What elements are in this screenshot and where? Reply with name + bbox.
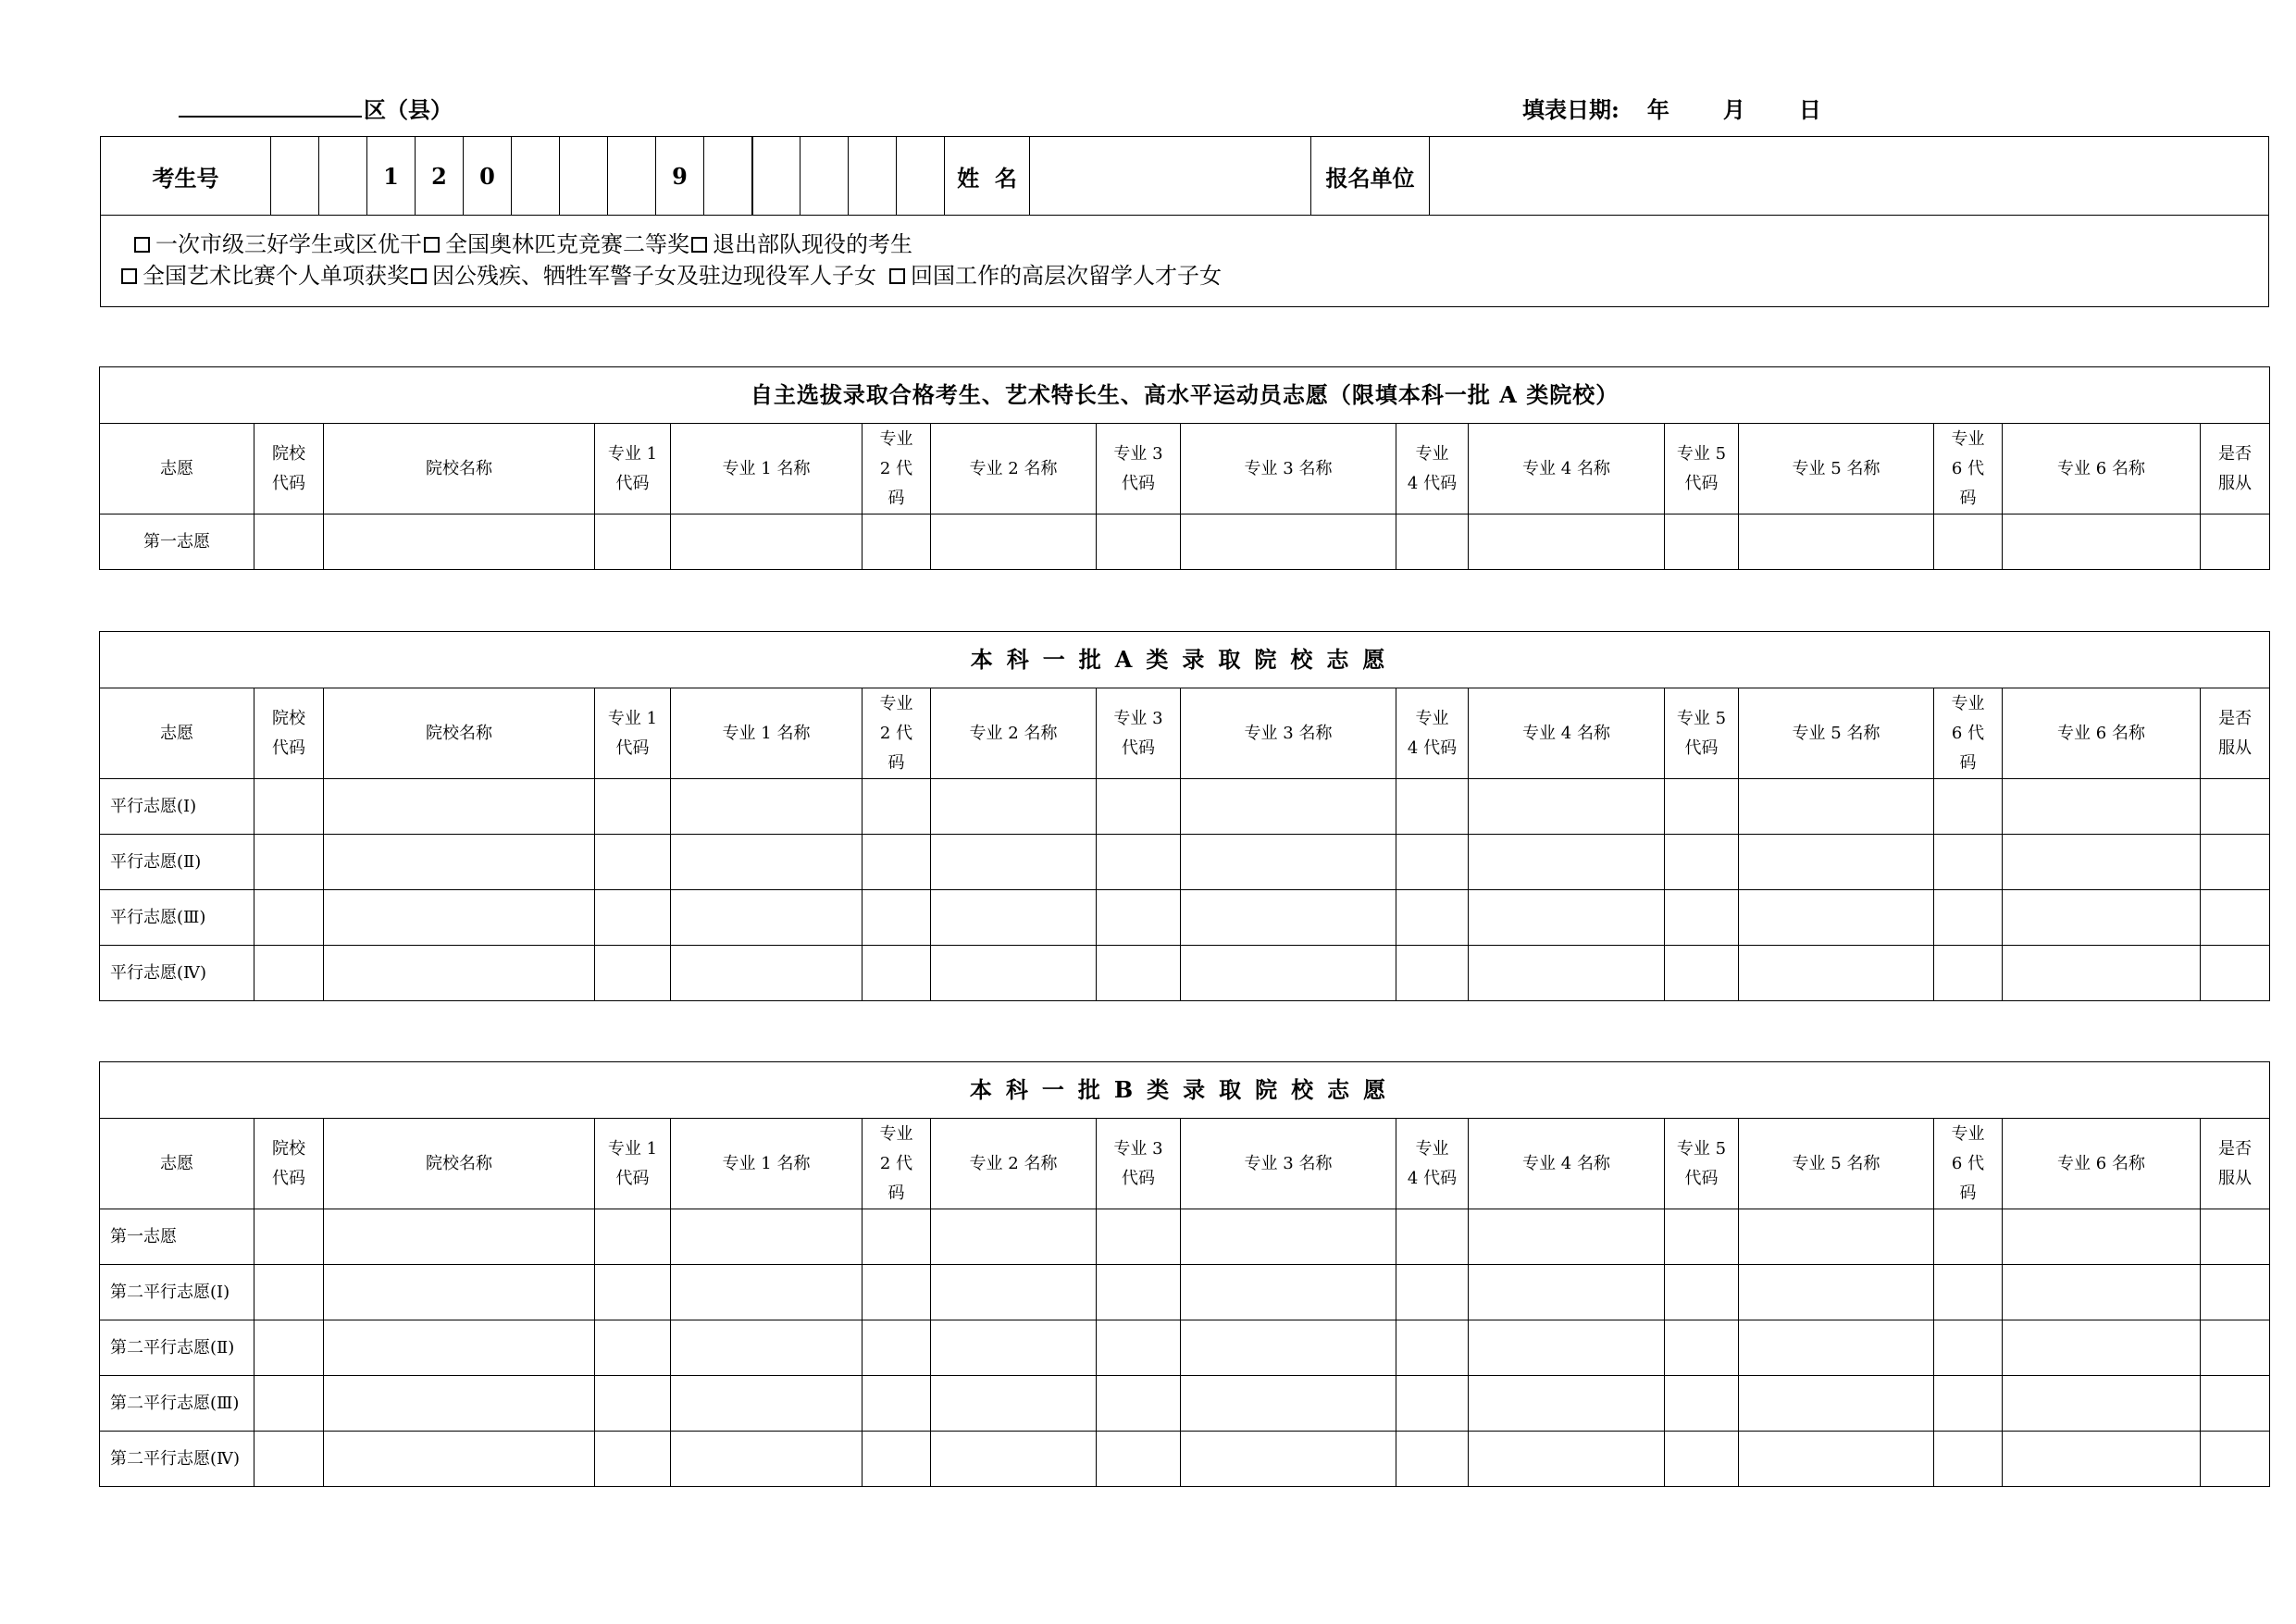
col-header-major5-name: 专业 5 名称 [1739,688,1934,779]
major3-name-cell[interactable] [1181,1209,1396,1265]
category-checkbox[interactable] [424,237,440,253]
col-header-major6-name: 专业 6 名称 [2003,688,2201,779]
school-name-cell[interactable] [324,1432,595,1487]
school-name-cell[interactable] [324,1265,595,1320]
major3-name-cell[interactable] [1181,1432,1396,1487]
col-header-school-name: 院校名称 [324,424,595,514]
major1-name-cell[interactable] [671,946,863,1001]
major1-code-cell[interactable] [595,890,671,946]
col-header-school-code: 院校 代码 [254,1119,324,1209]
id-digit-cell[interactable] [752,137,800,216]
major3-code-cell[interactable] [1097,1320,1181,1376]
major4-code-cell[interactable] [1396,1320,1469,1376]
col-header-major5-code: 专业 5 代码 [1665,688,1739,779]
table-row [100,1432,2270,1487]
accept-adjust-cell[interactable] [2201,1265,2270,1320]
category-checkbox[interactable] [411,268,427,284]
major4-name-cell[interactable] [1469,1320,1665,1376]
col-header-major2-code: 专业 2 代 码 [863,1119,931,1209]
col-header-accept-adjust: 是否 服从 [2201,1119,2270,1209]
id-digit-cell[interactable]: 0 [464,137,512,216]
major6-code-cell[interactable] [1934,1432,2003,1487]
col-header-school-code: 院校 代码 [254,688,324,779]
category-options [101,216,2269,307]
category-checkbox[interactable] [121,268,137,284]
major5-code-cell[interactable] [1665,1376,1739,1432]
major2-code-cell[interactable] [863,1376,931,1432]
major1-code-cell[interactable] [595,1320,671,1376]
independent-admission-table [99,366,2270,570]
table-row [100,946,2270,1001]
col-header-school-code: 院校 代码 [254,424,324,514]
major3-code-cell[interactable] [1097,1432,1181,1487]
major4-name-cell[interactable] [1469,514,1665,570]
major6-name-cell[interactable] [2003,1432,2201,1487]
date-month-label: 月 [1722,96,1745,123]
col-header-major1-name: 专业 1 名称 [671,1119,863,1209]
row-label: 平行志愿(Ⅳ) [100,946,254,1001]
col-header-major4-code: 专业 4 代码 [1396,688,1469,779]
major3-name-cell[interactable] [1181,1376,1396,1432]
major6-code-cell[interactable] [1934,946,2003,1001]
table-row [100,1209,2270,1265]
major1-code-cell[interactable] [595,1376,671,1432]
major3-name-cell[interactable] [1181,1320,1396,1376]
accept-adjust-cell[interactable] [2201,946,2270,1001]
col-header-school-name: 院校名称 [324,688,595,779]
major1-code-cell[interactable] [595,1209,671,1265]
col-header-major5-name: 专业 5 名称 [1739,424,1934,514]
candidate-id-label: 考生号 [101,137,271,216]
major6-name-cell[interactable] [2003,514,2201,570]
major1-code-cell[interactable] [595,779,671,835]
major6-name-cell[interactable] [2003,779,2201,835]
school-name-cell[interactable] [324,946,595,1001]
col-header-accept-adjust: 是否 服从 [2201,424,2270,514]
category-label: 一次市级三好学生或区优干 [155,231,422,257]
col-header-major6-code: 专业 6 代 码 [1934,688,2003,779]
table-title-row [100,632,2270,688]
major5-name-cell[interactable] [1739,779,1934,835]
major3-code-cell[interactable] [1097,890,1181,946]
candidate-id-row [101,137,2269,216]
major5-name-cell[interactable] [1739,1209,1934,1265]
col-header-major6-code: 专业 6 代 码 [1934,424,2003,514]
major3-name-cell[interactable] [1181,514,1396,570]
major4-name-cell[interactable] [1469,1432,1665,1487]
major4-code-cell[interactable] [1396,1376,1469,1432]
column-header-row [100,424,2270,514]
major4-code-cell[interactable] [1396,1432,1469,1487]
school-name-cell[interactable] [324,779,595,835]
col-header-major1-code: 专业 1 代码 [595,424,671,514]
id-digit-cell[interactable] [800,137,849,216]
name-label: 姓 名 [945,137,1030,216]
column-header-row [100,1119,2270,1209]
accept-adjust-cell[interactable] [2201,1209,2270,1265]
col-header-major1-name: 专业 1 名称 [671,688,863,779]
major4-code-cell[interactable] [1396,779,1469,835]
school-code-cell[interactable] [254,946,324,1001]
row-label: 平行志愿(Ⅲ) [100,890,254,946]
major4-code-cell[interactable] [1396,1209,1469,1265]
col-header-major1-code: 专业 1 代码 [595,688,671,779]
major5-name-cell[interactable] [1739,835,1934,890]
school-code-cell[interactable] [254,1432,324,1487]
major5-code-cell[interactable] [1665,835,1739,890]
category-label: 退出部队现役的考生 [713,231,912,257]
major5-name-cell[interactable] [1739,1432,1934,1487]
table-row [100,1376,2270,1432]
major5-name-cell[interactable] [1739,890,1934,946]
col-header-major3-code: 专业 3 代码 [1097,688,1181,779]
school-code-cell[interactable] [254,779,324,835]
col-header-major5-code: 专业 5 代码 [1665,424,1739,514]
major4-code-cell[interactable] [1396,890,1469,946]
major5-code-cell[interactable] [1665,946,1739,1001]
row-label: 第二平行志愿(Ⅰ) [100,1265,254,1320]
accept-adjust-cell[interactable] [2201,1432,2270,1487]
major1-code-cell[interactable] [595,1432,671,1487]
major2-name-cell[interactable] [931,514,1097,570]
district-field [179,92,453,124]
major5-code-cell[interactable] [1665,779,1739,835]
col-header-major2-name: 专业 2 名称 [931,688,1097,779]
major3-code-cell[interactable] [1097,835,1181,890]
major5-code-cell[interactable] [1665,1320,1739,1376]
major4-name-cell[interactable] [1469,835,1665,890]
major1-name-cell[interactable] [671,514,863,570]
major6-name-cell[interactable] [2003,1209,2201,1265]
school-code-cell[interactable] [254,835,324,890]
major2-name-cell[interactable] [931,1209,1097,1265]
table-row [100,779,2270,835]
col-header-major6-code: 专业 6 代 码 [1934,1119,2003,1209]
accept-adjust-cell[interactable] [2201,1320,2270,1376]
major3-name-cell[interactable] [1181,946,1396,1001]
col-header-major3-name: 专业 3 名称 [1181,688,1396,779]
col-header-choice: 志愿 [100,1119,254,1209]
major4-code-cell[interactable] [1396,514,1469,570]
major6-name-cell[interactable] [2003,890,2201,946]
major1-code-cell[interactable] [595,1265,671,1320]
id-digit-cell[interactable] [608,137,656,216]
category-label: 全国奥林匹克竞赛二等奖 [445,231,689,257]
school-name-cell[interactable] [324,514,595,570]
major6-code-cell[interactable] [1934,890,2003,946]
major1-code-cell[interactable] [595,514,671,570]
district-blank[interactable] [179,95,362,118]
major1-name-cell[interactable] [671,779,863,835]
major2-code-cell[interactable] [863,890,931,946]
table-title: 本科一批A类录取院校志愿 [100,632,2270,688]
id-digit-cell[interactable]: 2 [416,137,464,216]
major1-code-cell[interactable] [595,835,671,890]
major3-name-cell[interactable] [1181,779,1396,835]
major5-code-cell[interactable] [1665,890,1739,946]
id-digit-cell[interactable]: 9 [656,137,704,216]
id-digit-cell[interactable] [512,137,560,216]
table-row [100,1320,2270,1376]
category-checkbox[interactable] [134,237,150,253]
id-digit-cell[interactable]: 1 [367,137,416,216]
major6-name-cell[interactable] [2003,1265,2201,1320]
major1-name-cell[interactable] [671,1376,863,1432]
major3-name-cell[interactable] [1181,1265,1396,1320]
major2-code-cell[interactable] [863,779,931,835]
major2-code-cell[interactable] [863,946,931,1001]
id-digit-cell[interactable] [319,137,367,216]
major1-code-cell[interactable] [595,946,671,1001]
col-header-major4-code: 专业 4 代码 [1396,1119,1469,1209]
major4-name-cell[interactable] [1469,1265,1665,1320]
col-header-major1-name: 专业 1 名称 [671,424,863,514]
fill-date [1522,92,1821,124]
table-title-row [100,1062,2270,1119]
major6-code-cell[interactable] [1934,779,2003,835]
major5-code-cell[interactable] [1665,1432,1739,1487]
col-header-major5-name: 专业 5 名称 [1739,1119,1934,1209]
row-label: 第二平行志愿(Ⅱ) [100,1320,254,1376]
school-name-cell[interactable] [324,835,595,890]
school-code-cell[interactable] [254,514,324,570]
major2-name-cell[interactable] [931,890,1097,946]
col-header-major4-code: 专业 4 代码 [1396,424,1469,514]
categories-row [101,216,2269,307]
col-header-school-name: 院校名称 [324,1119,595,1209]
major6-code-cell[interactable] [1934,514,2003,570]
major3-code-cell[interactable] [1097,1376,1181,1432]
major1-name-cell[interactable] [671,1320,863,1376]
major4-name-cell[interactable] [1469,779,1665,835]
date-day-label: 日 [1798,96,1821,123]
row-label: 平行志愿(Ⅰ) [100,779,254,835]
unit-label: 报名单位 [1311,137,1430,216]
table-row [100,835,2270,890]
major1-name-cell[interactable] [671,890,863,946]
major3-code-cell[interactable] [1097,1209,1181,1265]
major5-name-cell[interactable] [1739,1320,1934,1376]
col-header-major4-name: 专业 4 名称 [1469,1119,1665,1209]
major4-name-cell[interactable] [1469,1209,1665,1265]
school-name-cell[interactable] [324,1376,595,1432]
date-year-label: 年 [1646,96,1669,123]
major2-name-cell[interactable] [931,779,1097,835]
major5-code-cell[interactable] [1665,1209,1739,1265]
major6-name-cell[interactable] [2003,1376,2201,1432]
accept-adjust-cell[interactable] [2201,835,2270,890]
major4-code-cell[interactable] [1396,1265,1469,1320]
category-label: 全国艺术比赛个人单项获奖 [143,263,409,289]
category-label: 回国工作的高层次留学人才子女 [911,263,1222,289]
major2-name-cell[interactable] [931,1265,1097,1320]
major2-code-cell[interactable] [863,1209,931,1265]
major1-name-cell[interactable] [671,1209,863,1265]
major5-code-cell[interactable] [1665,514,1739,570]
major2-name-cell[interactable] [931,946,1097,1001]
major4-code-cell[interactable] [1396,946,1469,1001]
table-title: 自主选拔录取合格考生、艺术特长生、高水平运动员志愿（限填本科一批 A 类院校） [100,367,2270,424]
col-header-major5-code: 专业 5 代码 [1665,1119,1739,1209]
major3-code-cell[interactable] [1097,779,1181,835]
major3-name-cell[interactable] [1181,890,1396,946]
col-header-accept-adjust: 是否 服从 [2201,688,2270,779]
major1-name-cell[interactable] [671,1432,863,1487]
school-code-cell[interactable] [254,890,324,946]
major6-code-cell[interactable] [1934,1209,2003,1265]
tier1-b-table [99,1061,2270,1487]
major3-name-cell[interactable] [1181,835,1396,890]
school-name-cell[interactable] [324,890,595,946]
major6-name-cell[interactable] [2003,835,2201,890]
row-label: 第二平行志愿(Ⅳ) [100,1432,254,1487]
id-digit-cell[interactable] [897,137,945,216]
major1-name-cell[interactable] [671,835,863,890]
accept-adjust-cell[interactable] [2201,890,2270,946]
col-header-major6-name: 专业 6 名称 [2003,1119,2201,1209]
major2-code-cell[interactable] [863,514,931,570]
id-digit-cell[interactable] [849,137,897,216]
table-row [100,890,2270,946]
column-header-row [100,688,2270,779]
id-digit-cell[interactable] [704,137,752,216]
major6-code-cell[interactable] [1934,835,2003,890]
row-label: 平行志愿(Ⅱ) [100,835,254,890]
major2-code-cell[interactable] [863,1320,931,1376]
table-title-row [100,367,2270,424]
major4-name-cell[interactable] [1469,946,1665,1001]
unit-field[interactable] [1430,137,2269,216]
major2-name-cell[interactable] [931,835,1097,890]
major5-name-cell[interactable] [1739,1376,1934,1432]
col-header-major3-name: 专业 3 名称 [1181,1119,1396,1209]
tier1-a-table [99,631,2270,1001]
major6-code-cell[interactable] [1934,1320,2003,1376]
major6-code-cell[interactable] [1934,1376,2003,1432]
major4-code-cell[interactable] [1396,835,1469,890]
major3-code-cell[interactable] [1097,946,1181,1001]
table-title: 本科一批B类录取院校志愿 [100,1062,2270,1119]
major2-code-cell[interactable] [863,835,931,890]
row-label: 第二平行志愿(Ⅲ) [100,1376,254,1432]
col-header-major2-code: 专业 2 代 码 [863,688,931,779]
accept-adjust-cell[interactable] [2201,779,2270,835]
id-digit-cell[interactable] [271,137,319,216]
major4-name-cell[interactable] [1469,1376,1665,1432]
major6-name-cell[interactable] [2003,1320,2201,1376]
accept-adjust-cell[interactable] [2201,514,2270,570]
col-header-major2-name: 专业 2 名称 [931,1119,1097,1209]
major3-code-cell[interactable] [1097,514,1181,570]
category-line-2 [121,260,2268,291]
col-header-major4-name: 专业 4 名称 [1469,688,1665,779]
col-header-major2-code: 专业 2 代 码 [863,424,931,514]
col-header-major3-code: 专业 3 代码 [1097,424,1181,514]
date-label: 填表日期: [1522,96,1620,123]
major5-code-cell[interactable] [1665,1265,1739,1320]
col-header-choice: 志愿 [100,688,254,779]
school-name-cell[interactable] [324,1320,595,1376]
col-header-major3-name: 专业 3 名称 [1181,424,1396,514]
major3-code-cell[interactable] [1097,1265,1181,1320]
major5-name-cell[interactable] [1739,946,1934,1001]
accept-adjust-cell[interactable] [2201,1376,2270,1432]
major2-name-cell[interactable] [931,1432,1097,1487]
row-label: 第一志愿 [100,514,254,570]
major1-name-cell[interactable] [671,1265,863,1320]
major4-name-cell[interactable] [1469,890,1665,946]
name-field[interactable] [1030,137,1311,216]
category-checkbox[interactable] [889,268,905,284]
col-header-major6-name: 专业 6 名称 [2003,424,2201,514]
id-digit-cell[interactable] [560,137,608,216]
major5-name-cell[interactable] [1739,1265,1934,1320]
category-label: 因公残疾、牺牲军警子女及驻边现役军人子女 [432,263,876,289]
school-code-cell[interactable] [254,1265,324,1320]
col-header-major4-name: 专业 4 名称 [1469,424,1665,514]
school-name-cell[interactable] [324,1209,595,1265]
col-header-major3-code: 专业 3 代码 [1097,1119,1181,1209]
category-line-1 [121,229,2268,260]
major2-name-cell[interactable] [931,1376,1097,1432]
school-code-cell[interactable] [254,1376,324,1432]
row-label: 第一志愿 [100,1209,254,1265]
district-suffix: 区（县） [364,96,453,123]
col-header-major1-code: 专业 1 代码 [595,1119,671,1209]
major6-name-cell[interactable] [2003,946,2201,1001]
col-header-major2-name: 专业 2 名称 [931,424,1097,514]
candidate-info-table [100,136,2269,307]
school-code-cell[interactable] [254,1209,324,1265]
major2-name-cell[interactable] [931,1320,1097,1376]
category-checkbox[interactable] [691,237,707,253]
school-code-cell[interactable] [254,1320,324,1376]
major5-name-cell[interactable] [1739,514,1934,570]
table-row [100,514,2270,570]
col-header-choice: 志愿 [100,424,254,514]
major6-code-cell[interactable] [1934,1265,2003,1320]
table-row [100,1265,2270,1320]
major2-code-cell[interactable] [863,1432,931,1487]
major2-code-cell[interactable] [863,1265,931,1320]
